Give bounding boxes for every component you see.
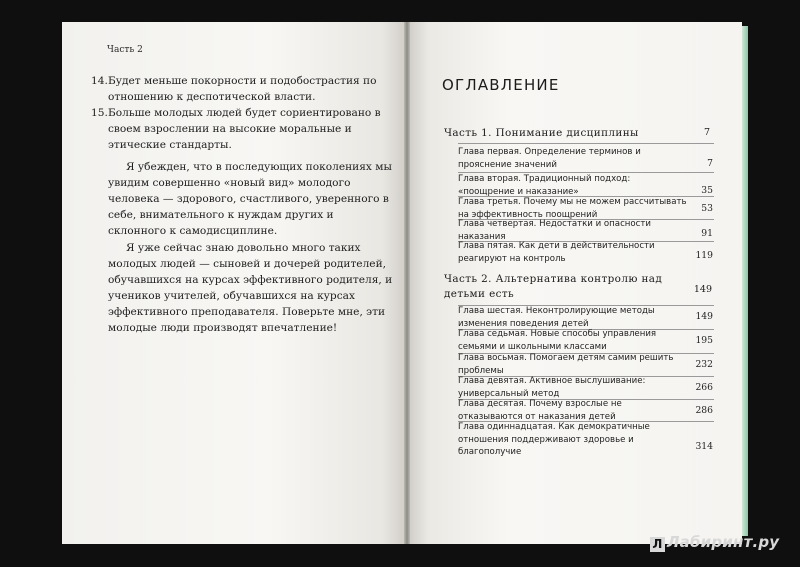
- toc-chapter-3-page: 53: [701, 203, 713, 214]
- list-text: Будет меньше покорности и подобострастия по отношению к деспотической власти.: [108, 75, 377, 103]
- cover-edge: [742, 26, 748, 536]
- toc-chapter-5: Глава пятая. Как дети в действительности реагируют на контроль: [458, 241, 655, 264]
- paragraph-2: Я уже сейчас знаю довольно много таких молодых людей — сыновей и дочерей родителей, обучавшихся на курсах эффективного родителя, и учеников учителей, обучавшихся на курсах эффективного преподавателя. Поверьте мне, эти молодые люди производят впечатление!: [108, 242, 393, 334]
- list-item-15: [91, 105, 381, 153]
- toc-chapter-2-page: 35: [701, 185, 713, 196]
- list-number: 14.: [91, 75, 108, 87]
- toc-chapter-9: Глава девятая. Активное выслушивание: универсальный метод: [458, 376, 646, 399]
- watermark-logo: Л: [650, 537, 665, 552]
- toc-chapter-10-page: 286: [695, 405, 713, 416]
- toc-chapter-3: Глава третья. Почему мы не можем рассчитывать на эффективность поощрений: [458, 197, 687, 220]
- toc-part-1: Часть 1. Понимание дисциплины: [444, 127, 639, 139]
- toc-chapter-10: Глава десятая. Почему взрослые не отказываются от наказания детей: [458, 399, 622, 422]
- toc-chapter-6-page: 149: [695, 311, 713, 322]
- toc-chapter-11-page: 314: [695, 441, 713, 452]
- toc-part-1-page: 7: [703, 127, 710, 138]
- list-item-14: [91, 73, 381, 105]
- toc-chapter-5-page: 119: [695, 250, 713, 261]
- toc-chapter-8-page: 232: [695, 359, 713, 370]
- toc-chapter-4-page: 91: [701, 228, 713, 239]
- toc-chapter-2: Глава вторая. Традиционный подход: «поощрение и наказание»: [458, 174, 631, 197]
- watermark: [650, 533, 779, 552]
- toc-chapter-4: Глава четвертая. Недостатки и опасности наказания: [458, 219, 651, 242]
- toc-chapter-8: Глава восьмая. Помогаем детям самим решить проблемы: [458, 353, 674, 376]
- toc-chapter-1-page: 7: [707, 158, 713, 169]
- toc-part-2: Часть 2. Альтернатива контролю над детьми есть: [444, 273, 663, 300]
- toc-chapter-11: Глава одиннадцатая. Как демократичные отношения поддерживают здоровье и благополучие: [458, 422, 650, 457]
- toc-chapter-7: Глава седьмая. Новые способы управления семьями и школьными классами: [458, 329, 657, 352]
- running-head: Часть 2: [107, 45, 143, 55]
- toc-heading: ОГЛАВЛЕНИЕ: [442, 76, 560, 94]
- watermark-text: Лабиринт.ру: [667, 533, 780, 551]
- toc-chapter-1: Глава первая. Определение терминов и прояснение значений: [458, 147, 641, 170]
- book-gutter: [404, 22, 410, 544]
- toc-part-2-page: 149: [693, 284, 712, 295]
- paragraph-1: Я убежден, что в последующих поколениях мы увидим совершенно «новый вид» молодого человека — здорового, счастливого, уверенного в себе, внимательного к нуждам других и склонного к самодисциплине.: [108, 161, 392, 237]
- toc-chapter-7-page: 195: [695, 335, 713, 346]
- toc-chapter-9-page: 266: [695, 382, 713, 393]
- list-text: Больше молодых людей будет сориентировано в своем взрослении на высокие моральные и этические стандарты.: [108, 107, 381, 151]
- toc-chapter-6: Глава шестая. Неконтролирующие методы изменения поведения детей: [458, 306, 655, 329]
- toc-divider: [458, 143, 714, 144]
- list-number: 15.: [91, 107, 108, 119]
